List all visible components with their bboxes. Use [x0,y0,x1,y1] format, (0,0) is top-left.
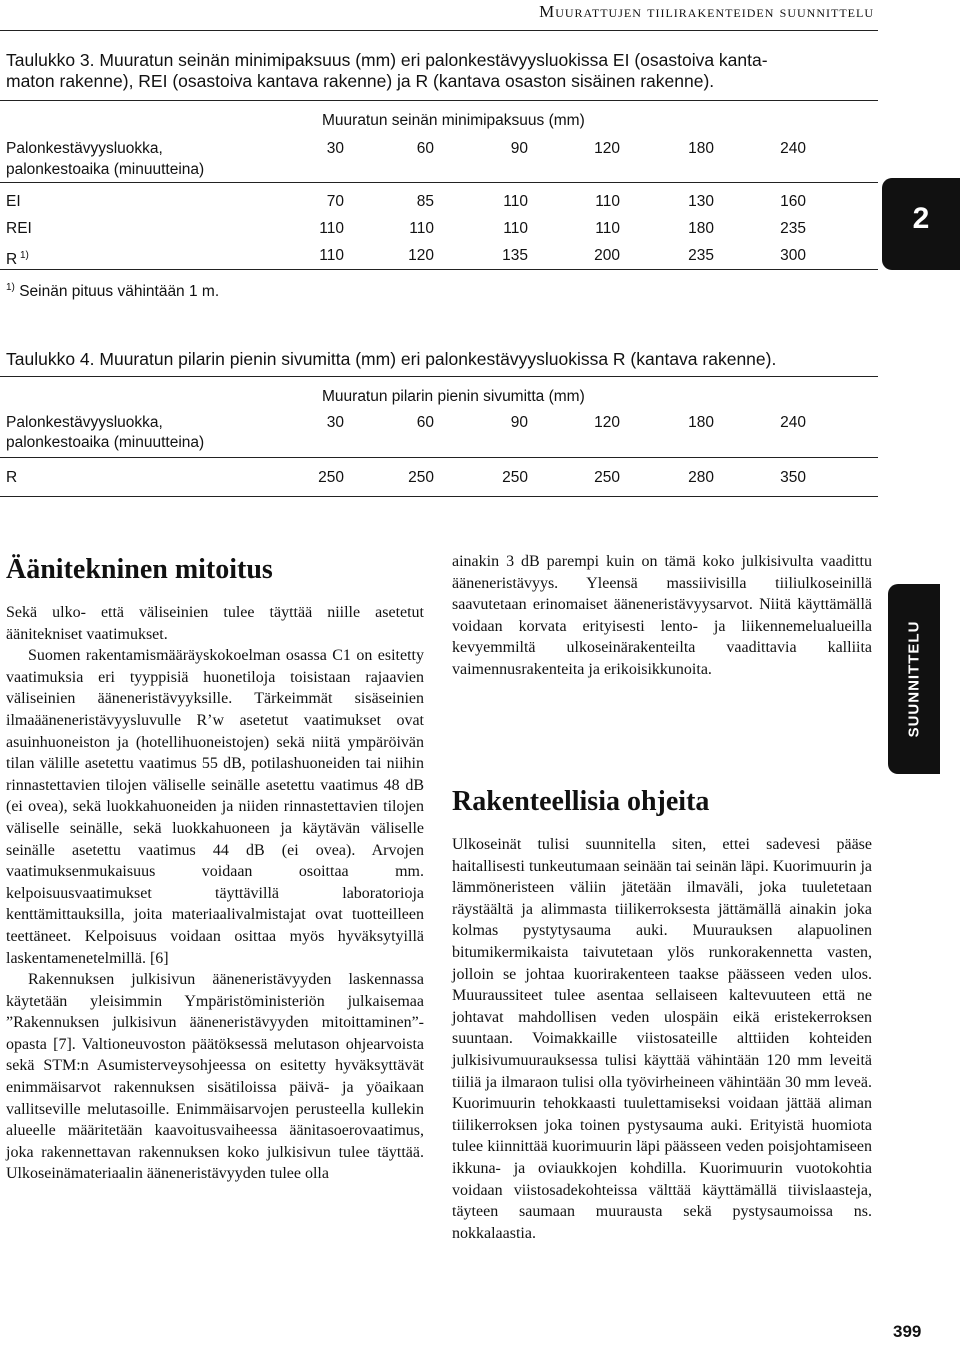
table3-footnote-marker: 1) [6,282,15,293]
table3-cell: 235 [780,220,806,237]
table3-footnote [6,278,219,301]
table3-caption-line1: Taulukko 3. Muuratun seinän minimipaksuus (mm) eri palonkestävyysluokissa EI (osastoiva kanta- [6,50,768,70]
table3-group-header: Muuratun seinän minimipaksuus (mm) [322,112,585,129]
table3-cell: 70 [326,193,344,210]
chapter-tab [882,178,960,270]
table4-caption: Taulukko 4. Muuratun pilarin pienin sivumitta (mm) eri palonkestävyysluokissa R (kantava rakenne). [6,349,777,369]
table3-row-label: R $^{1)}$ [6,250,29,269]
table4-row-label: R [6,469,18,486]
running-header: Muurattujen tiilirakenteiden suunnittelu [539,2,874,21]
table4-row-header-line1: Palonkestävyysluokka, [6,414,163,431]
table4-bottom-rule [0,496,878,497]
table3-cell: 110 [503,220,528,237]
table4-column-header: 30 [326,414,344,431]
table4-column-header: 60 [416,414,434,431]
table4-cell: 250 [318,469,344,486]
table4-header-rule [0,457,878,458]
table3-cell: 110 [595,220,620,237]
table3-row-header-line2: palonkestoaika (minuutteina) [6,161,205,178]
table4-cell: 250 [502,469,528,486]
table3-footnote-text: Seinän pituus vähintään 1 m. [19,283,220,301]
table3-cell: 110 [409,220,434,237]
section1-heading: Äänitekninen mitoitus [6,554,273,585]
table3-bottom-rule [0,269,878,270]
table3-cell: 160 [780,193,806,210]
section2-body [452,834,872,1244]
table4-column-header: 120 [594,414,620,431]
table3-cell: 110 [503,193,528,210]
chapter-tab-number: 2 [912,202,930,235]
table3-cell: 130 [688,193,714,210]
table3-top-rule [0,100,878,101]
table3-caption [6,50,876,92]
table4-group-header: Muuratun pilarin pienin sivumitta (mm) [322,388,585,405]
table3-cell: 180 [688,220,714,237]
table3-cell: 235 [688,247,714,264]
section1-body [6,602,424,1185]
table3-row-label-footnote-marker: 1) [17,250,29,261]
table4-top-rule [0,376,878,377]
table3-cell: 110 [319,220,344,237]
table3-cell: 135 [502,247,528,264]
table3-column-header: 90 [510,140,528,157]
section-side-tab [888,584,940,774]
table3-row-header-line1: Palonkestävyysluokka, [6,140,163,157]
table4-cell: 250 [594,469,620,486]
table3-column-header: 180 [688,140,714,157]
table3-cell: 110 [319,247,344,264]
table4-row-header-line2: palonkestoaika (minuutteina) [6,434,205,451]
header-rule [0,30,878,31]
table3-row-label: REI [6,220,32,237]
section1-paragraph: ainakin 3 dB parempi kuin on tämä koko julkisivulta vaadittu ääneneristävyys. Yleensä massiivisilla tiiliulkoseinillä saavutetaan erinomaiset ääneneristävyysarvot. Niitä käyttämällä voidaan korvata erityisesti lento- ja liikennemelualueilla kevyemmiltä ulkoseinärakenteilta vaadittavia kalliita vaimennusrakenteita ja erikoisikkunoita. [452,553,872,678]
section2-heading: Rakenteellisia ohjeita [452,786,710,817]
table3-cell: 200 [594,247,620,264]
table3-cell: 120 [408,247,434,264]
section1-paragraph: Sekä ulko- että väliseinien tulee täyttää niille asetetut äänitekniset vaatimukset. [6,604,424,643]
page-number: 399 [893,1322,922,1341]
table4-column-header: 90 [510,414,528,431]
table3-cell: 110 [595,193,620,210]
section2-paragraph: Ulkoseinät tulisi suunnitella siten, ettei sadevesi pääse haitallisesti tunkeutumaan seinään tai seinän läpi. Kuorimuurin ja lämmöneristeen väliin jätetään ilmaväli, joka tuuletetaan räystäältä ja alimmasta tiilikerroksesta jättämällä ainakin joka kolmas pystytysauma auki. Muurauksen alapuolinen bitumikermikaista taivutetaan ylös runkorakennetta vasten, jolloin se johtaa kuorirakenteen taakse päässeen veden ulos. Muuraussiteet tulee asentaa sellaiseen kaltevuuteen että ne johtavat mahdollisen veden ulospäin eikä eristekerroksen suuntaan. Voimakkaille viistosateille alttiiden kohteiden julkisivumuurauksessa tulisi käyttää vähintään 120 mm leveitä tiiliä ja ilmaraon tulisi olla työvirheineen vähintään 30 mm leveä. Kuorimuurin tehokkaasti tuulettamiseksi voidaan jättää aliman tiilikerroksen joka toinen pystysauma auki. Erityistä huomiota tulee kiinnittää kuorimuurin läpi päässeen veden poisjohtamiseen ikkuna- ja oviaukkojen kohdilla. Kuorimuurin vuotokohtia voidaan viistosadekohteissa välttää käyttämällä tiivislaasteja, täyteen saumaan muurausta sekä pystysaumoissa ns. nokkalaastia. [452,836,872,1242]
table4-column-header: 180 [688,414,714,431]
side-tab-label: SUUNNITTELU [905,620,923,738]
table3-cell: 85 [416,193,434,210]
section1-paragraph: Suomen rakentamismääräyskokoelman osassa C1 on esitetty vaatimuksia eri tyyppisiä huonetiloja toisistaan rajaavien väliseinien ääneneristävyyksille. Tärkeimmät sisäseinien ilmaääneneristävyysluvulle R’w asetetut vaatimukset ovat asuinhuoneiston ja (hotellihuoneistojen) sekä niitä ympäröivän tilan välille asetettu vaatimus 55 dB, potilashuoneiden tai niihin rinnastettavien tilojen väliselle seinälle asetettu vaatimus 48 dB (ei ovea), sekä luokkahuoneiden ja niiden rinnastettavien tilojen väliselle seinälle, sekä luokkahuoneen ja käytävän väliselle seinälle asetettu vaatimus 44 dB (ei ovea). Arvojen vaatimuksenmukaisuus voidaan osoittaa mm. kelpoisuusvaatimukset täyttävillä laboratorioja kenttämittauksilla, joita materiaalivalmistajat ovat tuotteilleen teettäneet. Kelpoisuus voidaan osittaa myös hyväksytyillä laskentamenetelmillä. [6] [6,647,424,967]
table4-cell: 250 [408,469,434,486]
table4-cell: 280 [688,469,714,486]
table3-column-header: 30 [326,140,344,157]
table3-row-label: EI [6,193,21,210]
table4-cell: 350 [780,469,806,486]
table3-cell: 300 [780,247,806,264]
table3-column-header: 240 [780,140,806,157]
table3-caption-line2: maton rakenne), REI (osastoiva kantava rakenne) ja R (kantava osaston sisäinen rakenne). [6,71,715,91]
table4-column-header: 240 [780,414,806,431]
table3-column-header: 60 [416,140,434,157]
table3-header-rule [0,182,878,183]
table3-column-header: 120 [594,140,620,157]
section1-continuation [452,551,872,681]
section1-paragraph: Rakennuksen julkisivun ääneneristävyyden laskennassa käytetään yleisimmin Ympäristöministeriön julkaisemaa ”Rakennuksen julkisivun ääneneristävyyden mitoittaminen”-opasta [7]. Valtioneuvoston päätöksessä melutason ohjearvoista sekä STM:n Asumisterveysohjeessa on esitetty hyväksyttävät enimmäisarvot rakennuksen sisätiloissa päivä- ja yöaikaan vallitseville melutasoille. Enimmäisarvojen perusteella kullekin alueelle määritetään kaavoitusvaiheessa äänitasoerovaatimus, joka rakennettavan rakennuksen koko julkisivun tulee täyttää. Ulkoseinämateriaalin ääneneristävyyden tulee olla [6,971,424,1183]
